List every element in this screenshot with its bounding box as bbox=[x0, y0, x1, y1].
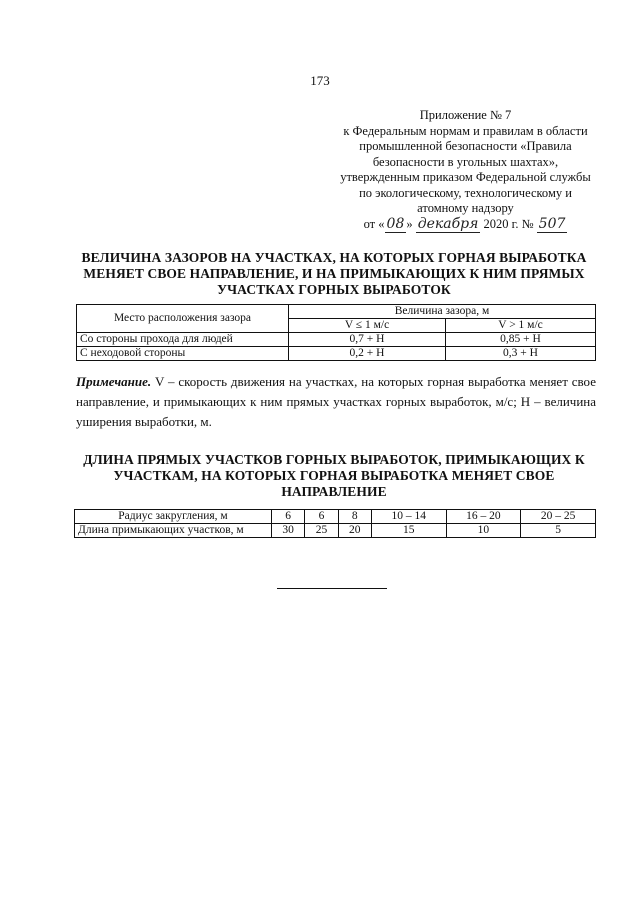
cell-value: 8 bbox=[338, 510, 371, 524]
cell-value: 10 – 14 bbox=[371, 510, 446, 524]
appendix-line: утвержденным приказом Федеральной службы bbox=[340, 170, 591, 184]
cell-value: 15 bbox=[371, 524, 446, 538]
appendix-line: промышленной безопасности «Правила bbox=[359, 139, 572, 153]
note-text: V – скорость движения на участках, на которых горная выработка меняет свое направление, и примыкающих к ним прямых участках горных выработок, м/с; H – величина уширения выработки, м. bbox=[76, 374, 596, 429]
row-label: С неходовой стороны bbox=[77, 347, 289, 361]
cell-value: 0,2 + H bbox=[289, 347, 446, 361]
table-row bbox=[77, 333, 596, 347]
cell-value: 10 bbox=[446, 524, 521, 538]
row-label: Длина примыкающих участков, м bbox=[75, 524, 272, 538]
gaps-table bbox=[76, 304, 596, 361]
table-row bbox=[75, 510, 596, 524]
table-row bbox=[77, 347, 596, 361]
lengths-table bbox=[74, 509, 596, 538]
sub-header-speed-high: V > 1 м/с bbox=[446, 319, 596, 333]
cell-value: 20 bbox=[338, 524, 371, 538]
table-row bbox=[75, 524, 596, 538]
cell-value: 25 bbox=[305, 524, 338, 538]
row-label: Радиус закругления, м bbox=[75, 510, 272, 524]
cell-value: 0,3 + H bbox=[446, 347, 596, 361]
appendix-line: Приложение № 7 bbox=[419, 108, 512, 122]
heading-gaps: ВЕЛИЧИНА ЗАЗОРОВ НА УЧАСТКАХ, НА КОТОРЫХ ГОРНАЯ ВЫРАБОТКА МЕНЯЕТ СВОЕ НАПРАВЛЕНИЕ, И НА ПРИМЫКАЮЩИХ К НИМ ПРЯМЫХ УЧАСТКАХ ГОРНЫХ ВЫРАБОТОК bbox=[81, 250, 587, 297]
cell-value: 20 – 25 bbox=[521, 510, 596, 524]
cell-value: 6 bbox=[272, 510, 305, 524]
col-header-gap-size: Величина зазора, м bbox=[289, 305, 596, 319]
cell-value: 6 bbox=[305, 510, 338, 524]
note-label: Примечание. bbox=[76, 374, 152, 389]
appendix-line: по экологическому, технологическому и bbox=[359, 185, 572, 200]
page-number: 173 bbox=[310, 73, 330, 88]
row-label: Со стороны прохода для людей bbox=[77, 333, 289, 347]
cell-value: 30 bbox=[272, 524, 305, 538]
cell-value: 16 – 20 bbox=[446, 510, 521, 524]
appendix-block bbox=[333, 108, 598, 232]
cell-value: 5 bbox=[521, 524, 596, 538]
date-prefix: от « bbox=[363, 216, 385, 231]
date-mid: » bbox=[406, 216, 413, 231]
order-date-line bbox=[333, 217, 598, 233]
cell-value: 0,85 + H bbox=[446, 333, 596, 347]
date-year: 2020 г. № bbox=[483, 216, 534, 231]
appendix-line: атомному надзору bbox=[417, 201, 514, 215]
handwritten-day: 08 bbox=[386, 215, 405, 232]
handwritten-month: декабря bbox=[417, 215, 479, 232]
col-header-location: Место расположения зазора bbox=[77, 305, 289, 333]
end-divider bbox=[277, 588, 387, 589]
appendix-line: безопасности в угольных шахтах», bbox=[372, 154, 559, 169]
note-paragraph bbox=[76, 372, 596, 432]
handwritten-order-number: 507 bbox=[538, 215, 566, 232]
heading-lengths: ДЛИНА ПРЯМЫХ УЧАСТКОВ ГОРНЫХ ВЫРАБОТОК, ПРИМЫКАЮЩИХ К УЧАСТКАМ, НА КОТОРЫХ ГОРНАЯ ВЫРАБОТКА МЕНЯЕТ СВОЕ НАПРАВЛЕНИЕ bbox=[83, 452, 585, 499]
appendix-line: к Федеральным нормам и правилам в области bbox=[343, 123, 588, 138]
cell-value: 0,7 + H bbox=[289, 333, 446, 347]
sub-header-speed-low: V ≤ 1 м/с bbox=[289, 319, 446, 333]
